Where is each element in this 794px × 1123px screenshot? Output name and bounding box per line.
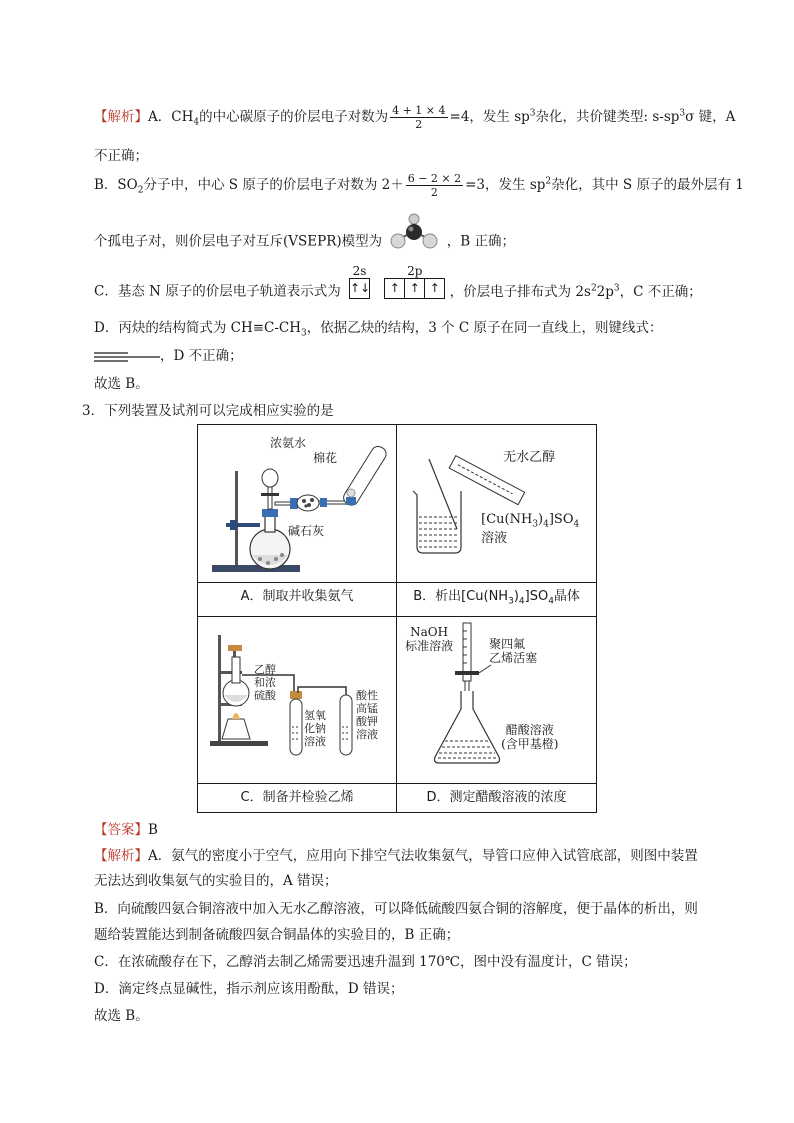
label-naoh-standard: NaOH 标准溶液	[405, 624, 454, 653]
analysis-c-paragraph: C．基态 N 原子的价层电子轨道表示式为 2s ↑↓ 2p ↑ ↑ ↑ ，价层电子排布式为 $2s^22p^3$，C 不正确；	[94, 264, 702, 300]
caption-b: B．析出$[Cu(NH_3)_4]SO_4$晶体	[397, 583, 597, 617]
answer-line	[94, 818, 158, 838]
label-soda-lime: 碱石灰	[288, 524, 325, 538]
label-ethanol-sulfuric: 乙醇 和浓 硫酸	[254, 662, 276, 702]
answer-value: B	[148, 822, 158, 838]
analysis-a-line2: 不正确；	[94, 148, 148, 164]
analysis-q3-c-line: C．在浓硫酸存在下，乙醇消去制乙烯需要迅速升温到 170℃，图中没有温度计，C 错误；	[94, 954, 637, 970]
caption-c: C．制备并检验乙烯	[198, 783, 397, 812]
analysis-q3-b-line1: B．向硫酸四氨合铜溶液中加入无水乙醇溶液，可以降低硫酸四氨合铜的溶解度，便于晶体的析出，则	[94, 901, 698, 917]
analysis-b-paragraph: B．$SO_2$分子中，中心 S 原子的价层电子对数为 2＋ $\frac{6 - 2 \times 2}{2}$ =3，发生 $sp^2$杂化，其中 S 原子的最外层有 1	[94, 172, 744, 199]
caption-d: D．测定醋酸溶液的浓度	[397, 783, 597, 812]
label-anhydrous-ethanol: 无水乙醇	[503, 450, 556, 465]
analysis-a-paragraph: 【解析】A．$CH_4$的中心碳原子的价层电子对数为 $\frac{4 + 1 \times 4}{2}$ =4，发生 $sp^3$杂化，共价键类型: $s-sp^3\sigma$ 键，A	[94, 104, 736, 131]
label-solution: 溶液	[481, 531, 508, 546]
question-3-stem: 3．下列装置及试剂可以完成相应实验的是	[82, 403, 334, 419]
cell-c-figure	[198, 616, 397, 783]
label-kmno4-solution: 酸性 高锰 酸钾 溶液	[356, 688, 378, 741]
analysis-conclusion-1: 故选 B。	[94, 376, 149, 392]
orbital-2p: 2p ↑ ↑ ↑	[384, 265, 445, 299]
label-naoh-solution: 氢氧 化钠 溶液	[304, 708, 326, 748]
propyne-skeletal-formula	[94, 350, 160, 364]
orbital-2s: 2s ↑↓	[349, 265, 370, 299]
fraction-b: $\frac{6 - 2 \times 2}{2}$	[407, 172, 462, 199]
cell-a-figure	[198, 425, 397, 583]
answer-tag: 【答案】	[94, 822, 148, 838]
analysis-tag: 【解析】	[94, 109, 148, 125]
cell-d-figure	[397, 616, 597, 783]
analysis-d-paragraph: D．丙炔的结构简式为 $CH\equiv C-CH_3$，依据乙炔的结构，3 个 C 原子在同一直线上，则键线式：	[94, 320, 663, 339]
caption-a: A．制取并收集氨气	[198, 583, 397, 617]
label-ptfe-stopcock: 聚四氟 乙烯活塞	[489, 636, 538, 665]
label-cotton: 棉花	[313, 451, 338, 465]
analysis-q3-tag: 【解析】	[94, 848, 148, 864]
label-ammonia-water: 浓氨水	[270, 436, 307, 450]
analysis-q3-d-line: D．滴定终点显碱性，指示剂应该用酚酞，D 错误；	[94, 981, 404, 997]
analysis-q3-b-line2: 题给装置能达到制备硫酸四氨合铜晶体的实验目的，B 正确；	[94, 927, 460, 943]
analysis-q3-conclusion: 故选 B。	[94, 1008, 149, 1024]
analysis-d-line2: ，D 不正确；	[94, 344, 243, 364]
apparatus-b-image	[397, 425, 597, 582]
analysis-q3-a-line2: 无法达到收集氨气的实验目的，A 错误；	[94, 873, 338, 889]
vsepr-model-image	[386, 227, 442, 257]
label-acetic-acid: 醋酸溶液 (含甲基橙)	[501, 722, 559, 751]
cell-b-figure	[397, 425, 597, 583]
label-cu-complex: $[Cu(NH_3)_4]SO_4$	[481, 512, 580, 530]
analysis-q3-a-line1: 【解析】A．氨气的密度小于空气，应用向下排空气法收集氨气，导管口应伸入试管底部，则图中装置	[94, 848, 698, 864]
fraction-a: $\frac{4 + 1 \times 4}{2}$	[392, 104, 446, 131]
analysis-b-line2: 个孤电子对，则价层电子对互斥(VSEPR)模型为 ，B 正确；	[94, 227, 515, 257]
experiment-table	[197, 424, 597, 813]
